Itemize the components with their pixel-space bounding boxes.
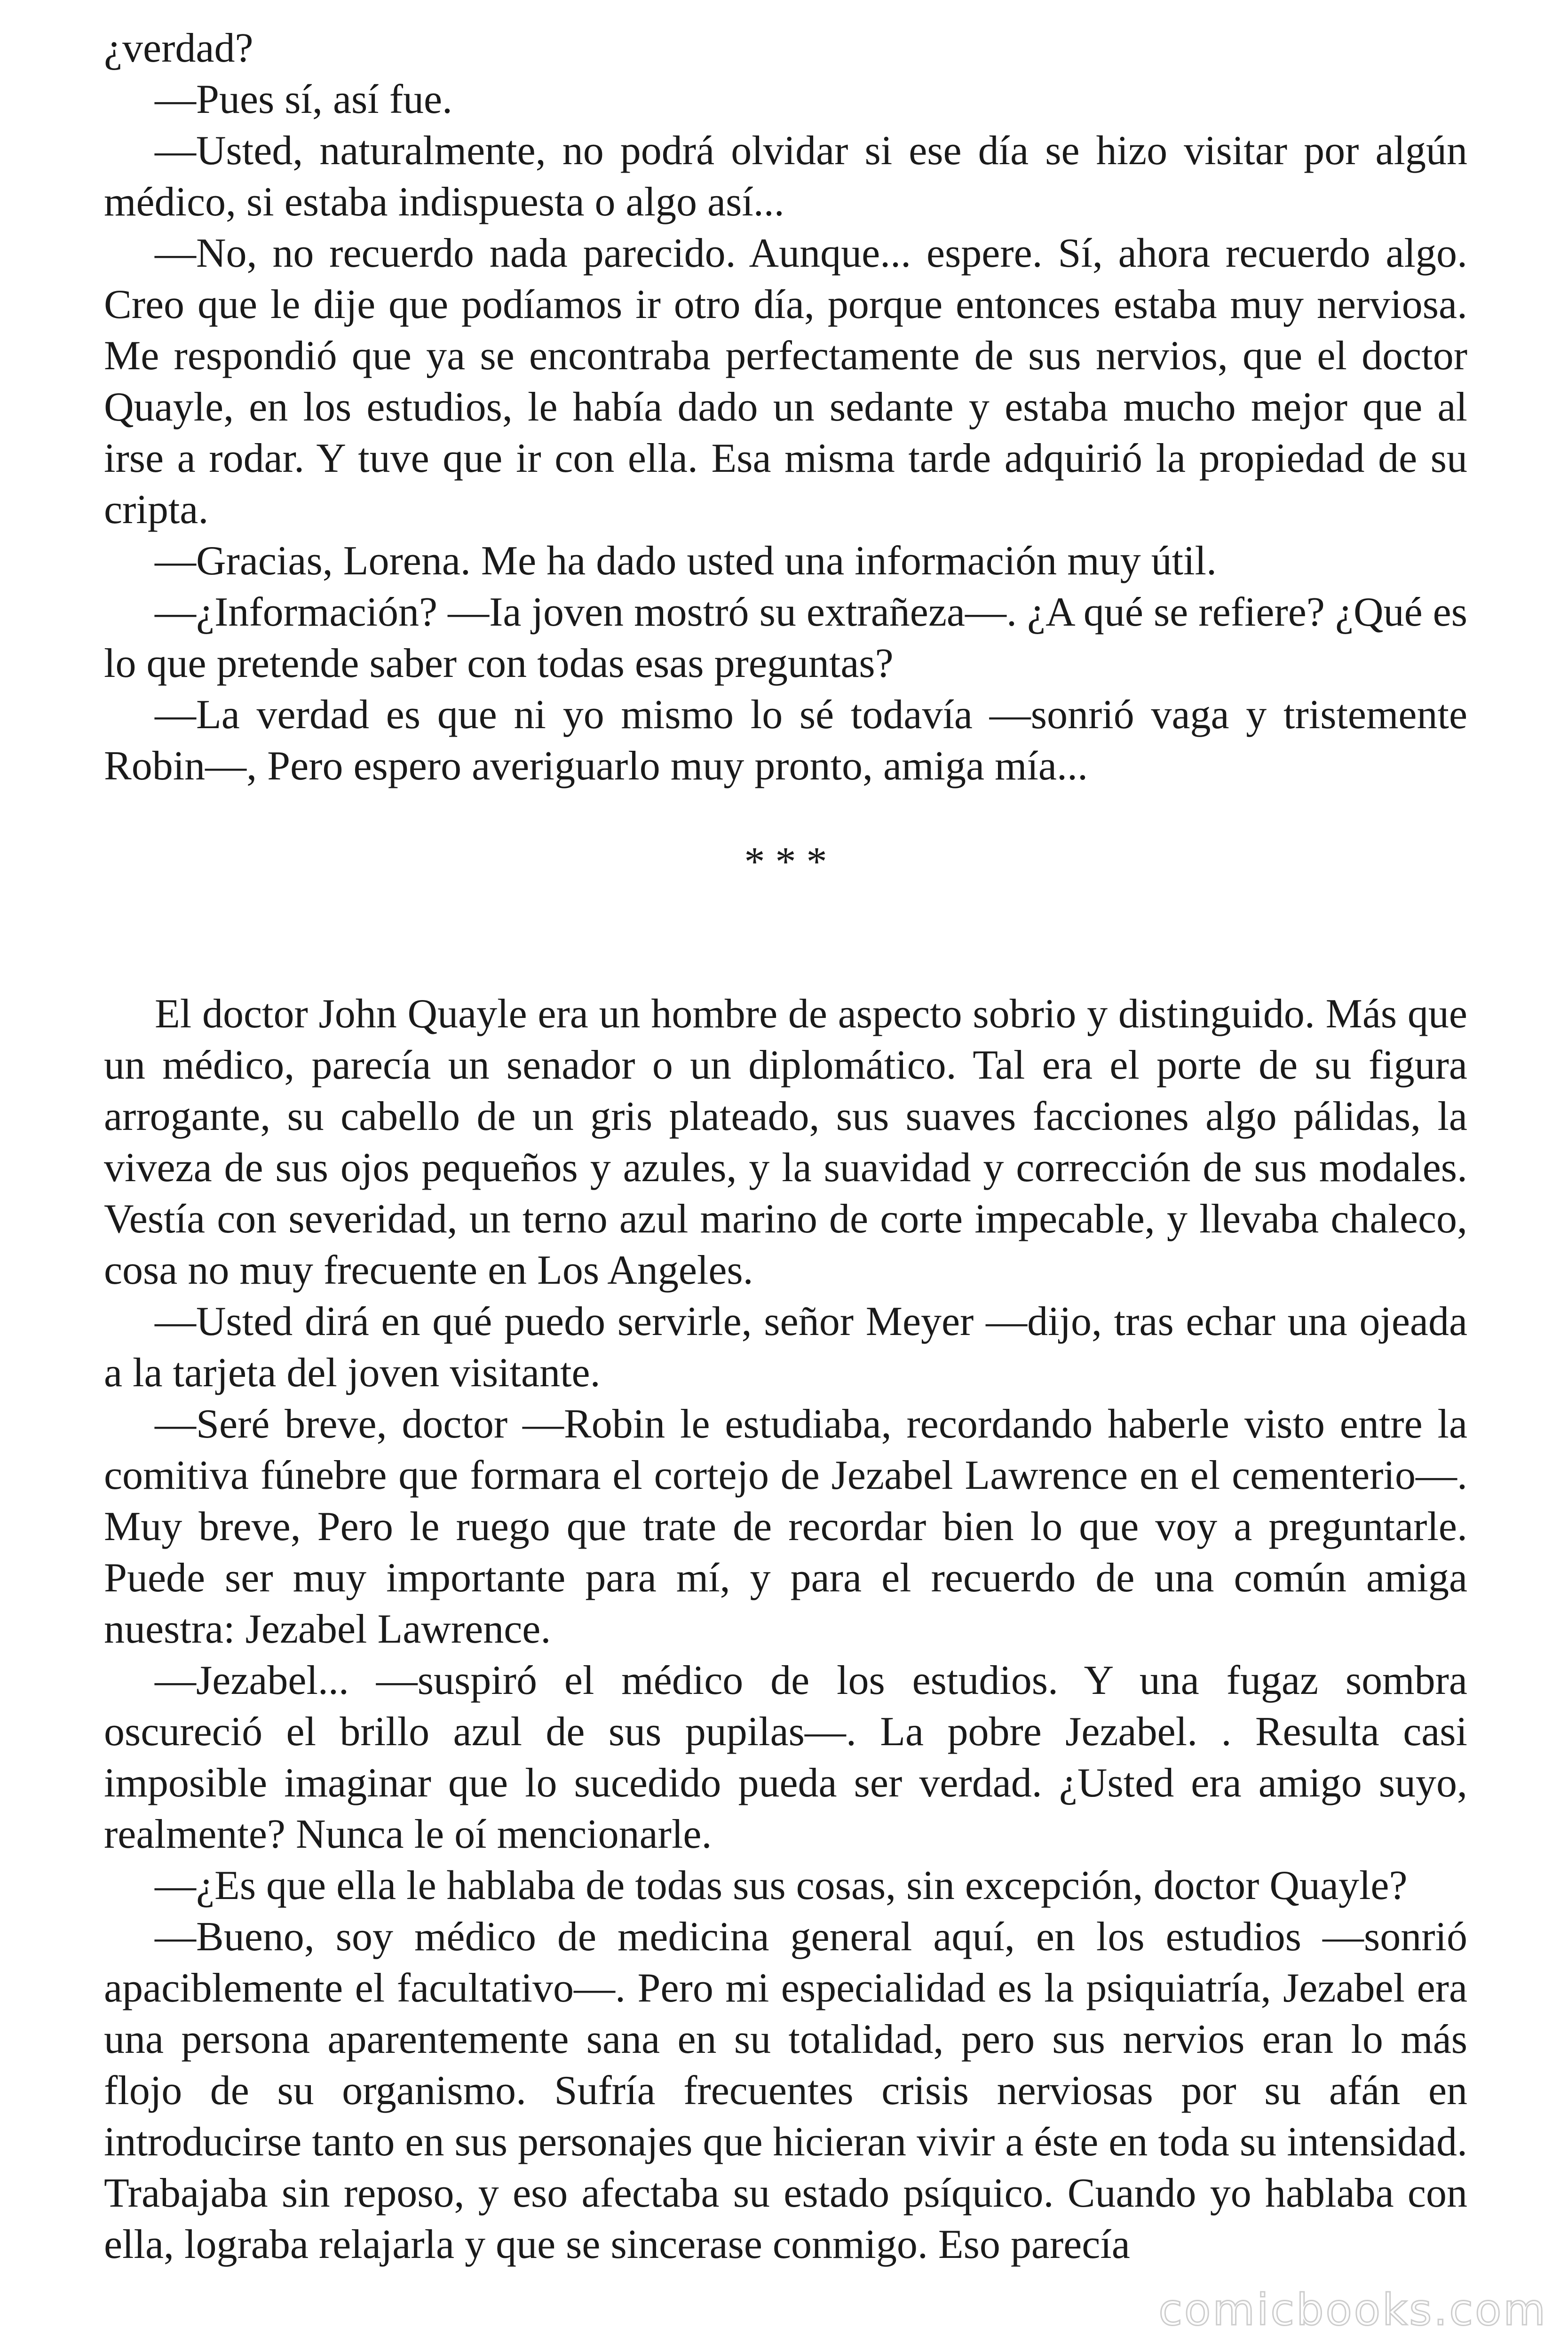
paragraph: —Pues sí, así fue. bbox=[155, 77, 453, 122]
paragraph: —¿Es que ella le hablaba de todas sus cosas, sin excepción, doctor Quayle? bbox=[155, 1863, 1408, 1908]
paragraph: —Usted, naturalmente, no podrá olvidar si ese día se hizo visitar por algún médico, si estaba indispuesta o algo así... bbox=[104, 128, 1467, 225]
paragraph: —Jezabel... —suspiró el médico de los estudios. Y una fugaz sombra oscureció el brillo azul de sus pupilas—. La pobre Jezabel. . Resulta casi imposible imaginar que lo sucedido pueda ser verdad. ¿Usted era amigo suyo, realmente? Nunca le oí mencionarle. bbox=[104, 1658, 1467, 1857]
paragraph: —¿Información? —Ia joven mostró su extrañeza—. ¿A qué se refiere? ¿Qué es lo que pretende saber con todas esas preguntas? bbox=[104, 589, 1467, 686]
paragraph: ¿verdad? bbox=[104, 25, 253, 71]
paragraph: —Bueno, soy médico de medicina general aquí, en los estudios —sonrió apaciblemente el facultativo—. Pero mi especialidad es la psiquiatría, Jezabel era una persona aparentemente sana en su totalidad, pero sus nervios eran lo más flojo de su organismo. Sufría frecuentes crisis nerviosas por su afán en introducirse tanto en sus personajes que hicieran vivir a éste en toda su intensidad. Trabajaba sin reposo, y eso afectaba su estado psíquico. Cuando yo hablaba con ella, lograba relajarla y que se sincerase conmigo. Eso parecía bbox=[104, 1914, 1467, 2267]
paragraph: El doctor John Quayle era un hombre de aspecto sobrio y distinguido. Más que un médico, parecía un senador o un diplomático. Tal era el porte de su figura arrogante, su cabello de un gris plateado, sus suaves facciones algo pálidas, la viveza de sus ojos pequeños y azules, y la suavidad y corrección de sus modales. Vestía con severidad, un terno azul marino de corte impecable, y llevaba chaleco, cosa no muy frecuente en Los Angeles. bbox=[104, 991, 1467, 1293]
paragraph: —La verdad es que ni yo mismo lo sé todavía —sonrió vaga y tristemente Robin—, Pero espero averiguarlo muy pronto, amiga mía... bbox=[104, 692, 1467, 789]
paragraph: —No, no recuerdo nada parecido. Aunque... espere. Sí, ahora recuerdo algo. Creo que le dije que podíamos ir otro día, porque entonces estaba muy nerviosa. Me respondió que ya se encontraba perfectamente de sus nervios, que el doctor Quayle, en los estudios, le había dado un sedante y estaba mucho mejor que al irse a rodar. Y tuve que ir con ella. Esa misma tarde adquirió la propiedad de su cripta. bbox=[104, 230, 1467, 532]
paragraph: —Seré breve, doctor —Robin le estudiaba, recordando haberle visto entre la comitiva fúnebre que formara el cortejo de Jezabel Lawrence en el cementerio—. Muy breve, Pero le ruego que trate de recordar bien lo que voy a preguntarle. Puede ser muy importante para mí, y para el recuerdo de una común amiga nuestra: Jezabel Lawrence. bbox=[104, 1401, 1467, 1652]
section-separator: * * * bbox=[744, 839, 827, 885]
paragraph: —Usted dirá en qué puedo servirle, señor Meyer —dijo, tras echar una ojeada a la tarjeta del joven visitante. bbox=[104, 1299, 1467, 1396]
book-page bbox=[104, 23, 1467, 2270]
paragraph: —Gracias, Lorena. Me ha dado usted una información muy útil. bbox=[155, 538, 1217, 584]
watermark: comicbooks.com bbox=[1158, 2285, 1547, 2335]
